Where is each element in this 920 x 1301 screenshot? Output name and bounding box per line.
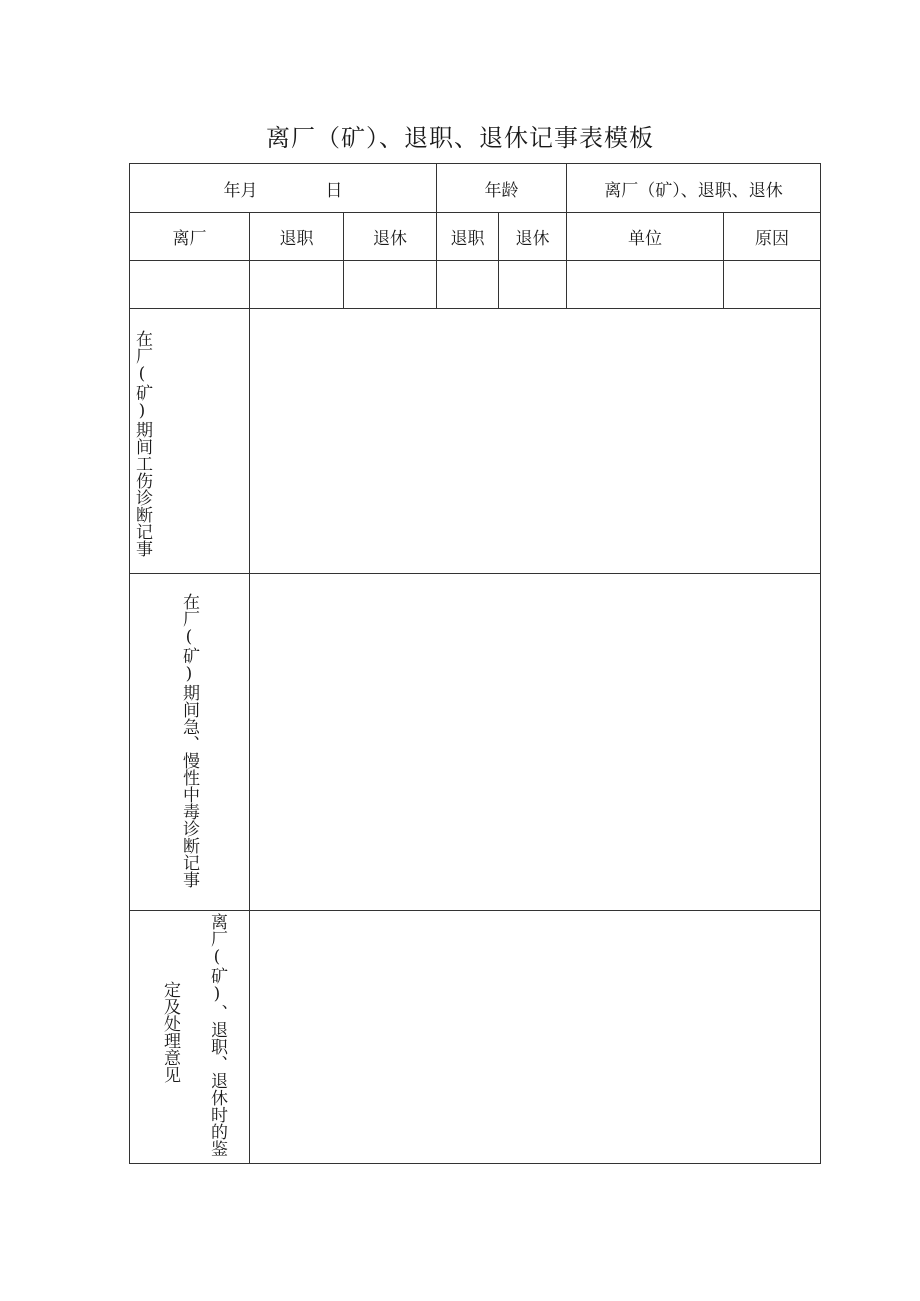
input-reason[interactable] (724, 261, 820, 308)
date-year-month: 年月 (223, 180, 258, 201)
input-retire-date[interactable] (344, 261, 436, 308)
table-border-bottom (129, 1163, 821, 1164)
subheader-age-retire: 退休 (515, 229, 550, 249)
subheader-resign: 退职 (279, 229, 314, 249)
input-resign-date[interactable] (250, 261, 343, 308)
poison-record-area[interactable] (250, 574, 820, 910)
table-border-right (820, 163, 821, 1164)
page-title: 离厂（矿）、退职、退休记事表模板 (266, 124, 654, 152)
table-border-left (129, 163, 130, 1164)
subheader-age-resign: 退职 (450, 229, 485, 249)
subheader-unit: 单位 (628, 229, 662, 249)
injury-record-area[interactable] (250, 309, 820, 573)
subheader-retire: 退休 (373, 229, 407, 249)
poison-section-label: 在厂(矿)期间急、慢性中毒诊断记事 (179, 593, 199, 888)
input-unit[interactable] (567, 261, 723, 308)
date-header (130, 164, 436, 212)
opinion-record-area[interactable] (250, 911, 820, 1163)
injury-section-label: 在厂(矿)期间工伤诊断记事 (132, 330, 152, 557)
age-header: 年龄 (484, 180, 519, 201)
input-leave-date[interactable] (130, 261, 249, 308)
opinion-section-label-col1: 离厂(矿)、退职、退休时的鉴 (207, 913, 227, 1157)
subheader-reason: 原因 (755, 229, 789, 249)
input-resign-age[interactable] (437, 261, 498, 308)
subheader-leave: 离厂 (172, 229, 207, 249)
date-day: 日 (325, 180, 343, 201)
opinion-section-label-col2: 定及处理意见 (160, 981, 180, 1083)
leave-type-header: 离厂（矿）、退职、退休 (604, 180, 783, 201)
input-retire-age[interactable] (499, 261, 566, 308)
